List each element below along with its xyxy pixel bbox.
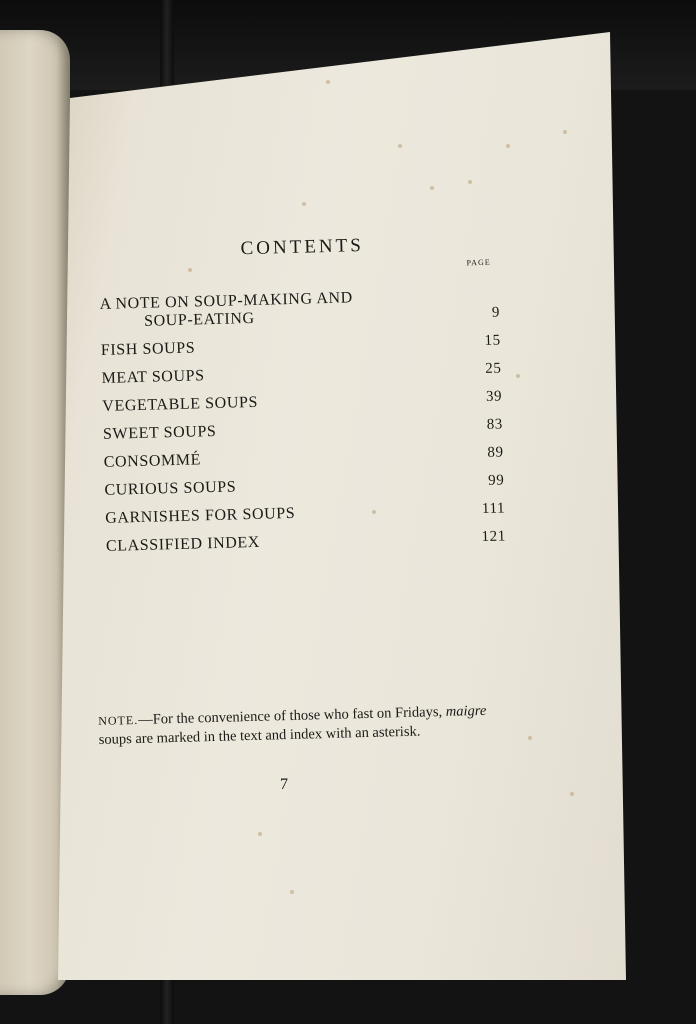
foxing-spot (516, 374, 520, 378)
foxing-spot (290, 890, 294, 894)
toc-entry-page: 15 (484, 332, 501, 349)
toc-entry-page: 39 (485, 388, 503, 405)
foxing-spot (528, 736, 532, 740)
page-column-label: PAGE (466, 257, 491, 268)
foxing-spot (258, 832, 262, 836)
foxing-spot (563, 130, 567, 134)
contents-section (98, 232, 506, 556)
toc-entry-title: MEAT SOUPS (101, 367, 205, 387)
toc-entry-page: 25 (485, 360, 502, 377)
note-text-after: soups are marked in the text and index with an asterisk. (98, 723, 421, 748)
contents-heading: CONTENTS (240, 235, 365, 260)
note-text-before: —For the convenience of those who fast on Fridays, (138, 703, 446, 728)
toc-entry-title: SWEET SOUPS (102, 422, 217, 443)
foxing-spot (570, 792, 574, 796)
note-label: NOTE. (98, 712, 139, 728)
toc-entry-page: 111 (481, 500, 506, 518)
toc-entry-title: CURIOUS SOUPS (104, 478, 237, 499)
page-number: 7 (280, 776, 288, 793)
toc-entry-title: CLASSIFIED INDEX (105, 533, 261, 555)
toc-entry-page: 89 (487, 444, 504, 461)
toc-entry-title: GARNISHES FOR SOUPS (105, 504, 296, 527)
toc-entry-title: VEGETABLE SOUPS (102, 393, 259, 415)
foxing-spot (468, 180, 472, 184)
foxing-spot (302, 202, 306, 206)
foxing-spot (398, 144, 402, 148)
toc-entry-title-line2: SOUP-EATING (143, 309, 255, 330)
toc-entry-title: CONSOMMÉ (103, 451, 202, 471)
table-of-contents (99, 270, 506, 556)
toc-entry-page: 83 (486, 416, 504, 433)
toc-entry-title-line1: A NOTE ON SOUP-MAKING AND (99, 289, 354, 313)
toc-entry-title: FISH SOUPS (100, 339, 196, 359)
foxing-spot (506, 144, 510, 148)
toc-entry-title (99, 289, 353, 332)
foxing-spot (430, 186, 434, 190)
note-italic-word: maigre (445, 702, 487, 720)
toc-entry-page: 9 (491, 304, 501, 321)
facing-page-edge (0, 30, 70, 995)
toc-entry-page: 121 (481, 528, 507, 546)
toc-entry-page: 99 (487, 472, 505, 489)
foxing-spot (326, 80, 330, 84)
